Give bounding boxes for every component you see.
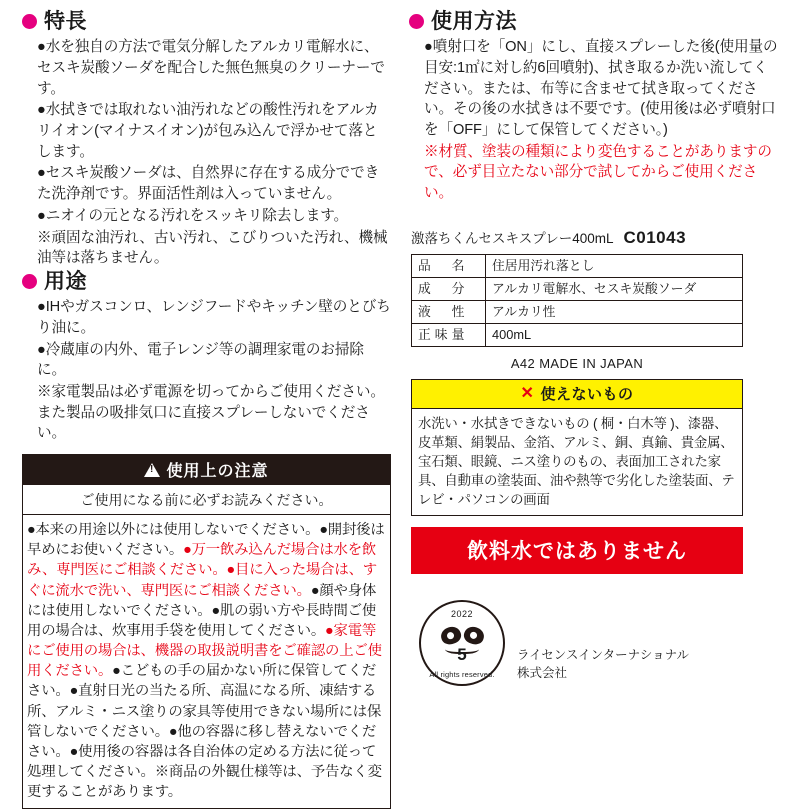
caution-box	[22, 454, 391, 809]
cannot-use-bar-label: 使えないもの	[540, 385, 634, 403]
features-heading	[22, 10, 391, 33]
license-line-1: ライセンスインターナショナル	[517, 647, 690, 662]
usage-heading-label: 使用方法	[431, 10, 517, 33]
list-item: ●水を独自の方法で電気分解したアルカリ電解水に、セスキ炭酸ソーダを配合した無色無臭のクリーナーです。	[37, 39, 385, 97]
license-line-2: 株式会社	[517, 665, 568, 680]
bullet-dot-icon	[409, 14, 424, 29]
spec-value: 400mL	[486, 323, 743, 346]
list-item: ●ニオイの元となる汚れをスッキリ除去します。	[37, 207, 349, 224]
spec-label: 成 分	[412, 277, 486, 300]
usage-red-note: ※材質、塗装の種類により変色することがありますので、必ず目立たない部分で試してからご使用ください。	[424, 143, 772, 202]
caution-text-red: ●家電等にご使用の場合は、機器の取扱説明書をご確認の上ご使用ください。	[27, 622, 382, 680]
list-item: ●水拭きでは取れない油汚れなどの酸性汚れをアルカリイオン(マイナスイオン)が包み込んで浮かせて落とします。	[37, 102, 379, 160]
license-seal-area	[419, 600, 778, 686]
right-column	[409, 10, 778, 792]
features-list	[22, 37, 391, 270]
caution-text: ●開封後は早めにお使いください。	[27, 522, 385, 559]
caution-text: ●こどもの手の届かない所に保管してください。	[27, 663, 377, 700]
spec-table	[411, 254, 743, 347]
uses-list	[22, 297, 391, 445]
product-name: 激落ちくんセスキスプレー400mL	[411, 230, 614, 246]
license-seal-icon	[419, 600, 505, 686]
list-item: ●IHやガスコンロ、レンジフードやキッチン壁のとびちり油に。	[37, 299, 391, 336]
list-item: ●噴射口を「ON」にし、直接スプレーした後(使用量の目安:1㎡に対し約6回噴射)、拭き取るか洗い流してください。または、布等に含ませて拭き取ってください。その後の水拭きは不要です。(使用後は必ず噴射口を「OFF」にして保管してください。)	[424, 39, 778, 138]
caution-text-red: ●目に入った場合は、すぐに流水で洗い、専門医にご相談ください。	[27, 562, 377, 599]
usage-heading	[409, 10, 778, 33]
bullet-dot-icon	[22, 274, 37, 289]
warning-triangle-icon	[144, 463, 160, 477]
caution-subtitle: ご使用になる前に必ずお読みください。	[23, 485, 390, 515]
cannot-use-body: 水洗い・水拭きできないもの ( 桐・白木等 )、漆器、皮革類、絹製品、金箔、アルミ、銅、真鍮、貴金属、宝石類、眼鏡、ニス塗りのもの、表面加工された家具、自動車の塗装面、油や熱等で劣化した塗装面、テレビ・パソコンの画面	[418, 415, 735, 507]
caution-bar-label: 使用上の注意	[166, 463, 269, 481]
caution-text: ●使用後の容器は各自治体の定める方法に従って処理してください。	[27, 743, 377, 780]
caution-text: ●他の容器に移し替えないでください。	[27, 723, 377, 760]
table-row	[412, 300, 743, 323]
caution-body	[23, 515, 390, 808]
seal-year: 2022	[450, 608, 474, 619]
caution-text: ●肌の弱い方や長時間ご使用の場合は、炊事用手袋を使用してください。	[27, 602, 377, 639]
list-item: ●冷蔵庫の内外、電子レンジ等の調理家電のお掃除に。	[37, 341, 364, 379]
caution-text: ※商品の外観仕様等は、予告なく変更することがあります。	[27, 764, 382, 801]
license-company	[517, 646, 689, 686]
spec-value: 住居用汚れ落とし	[486, 254, 743, 277]
table-row	[412, 277, 743, 300]
spec-label: 液 性	[412, 300, 486, 323]
list-item: ※頑固な油汚れ、古い汚れ、こびりついた汚れ、機械油等は落ちません。	[37, 229, 388, 267]
features-heading-label: 特長	[44, 10, 87, 33]
spec-label: 品 名	[412, 254, 486, 277]
spec-value: アルカリ性	[486, 300, 743, 323]
table-row	[412, 254, 743, 277]
list-item: ●セスキ炭酸ソーダは、自然界に存在する成分でできた洗浄剤です。界面活性剤は入っていません。	[37, 165, 380, 203]
uses-heading-label: 用途	[44, 270, 87, 293]
table-row	[412, 323, 743, 346]
made-in-label: A42 MADE IN JAPAN	[510, 355, 644, 371]
bullet-dot-icon	[22, 14, 37, 29]
cannot-use-box	[411, 379, 743, 516]
product-code: C01043	[623, 227, 687, 247]
list-item: ※家電製品は必ず電源を切ってからご使用ください。また製品の吸排気口に直接スプレーしないでください。	[37, 383, 385, 442]
seal-arc-text: All rights reserved.	[429, 669, 495, 679]
left-column	[22, 10, 391, 801]
spec-value: アルカリ電解水、セスキ炭酸ソーダ	[486, 277, 743, 300]
caution-text-red: ●万一飲み込んだ場合は水を飲み、専門医にご相談ください。	[27, 542, 377, 579]
usage-list	[409, 37, 778, 205]
uses-heading	[22, 270, 391, 293]
cannot-use-bar	[412, 380, 742, 409]
seal-number: 5	[457, 644, 467, 664]
caution-text: ●顔や身体には使用しないでください。	[27, 582, 377, 619]
x-mark-icon: ✕	[520, 385, 535, 403]
caution-text: ●本来の用途以外には使用しないでください。	[27, 522, 320, 539]
product-line	[409, 227, 778, 248]
spec-label: 正味量	[412, 323, 486, 346]
caution-text: ●直射日光の当たる所、高温になる所、凍結する所、アルミ・ニス塗りの家具等使用できない場所には保管しないでください。	[27, 683, 382, 740]
not-drinking-water-banner: 飲料水ではありません	[411, 527, 743, 574]
caution-bar	[23, 455, 390, 485]
